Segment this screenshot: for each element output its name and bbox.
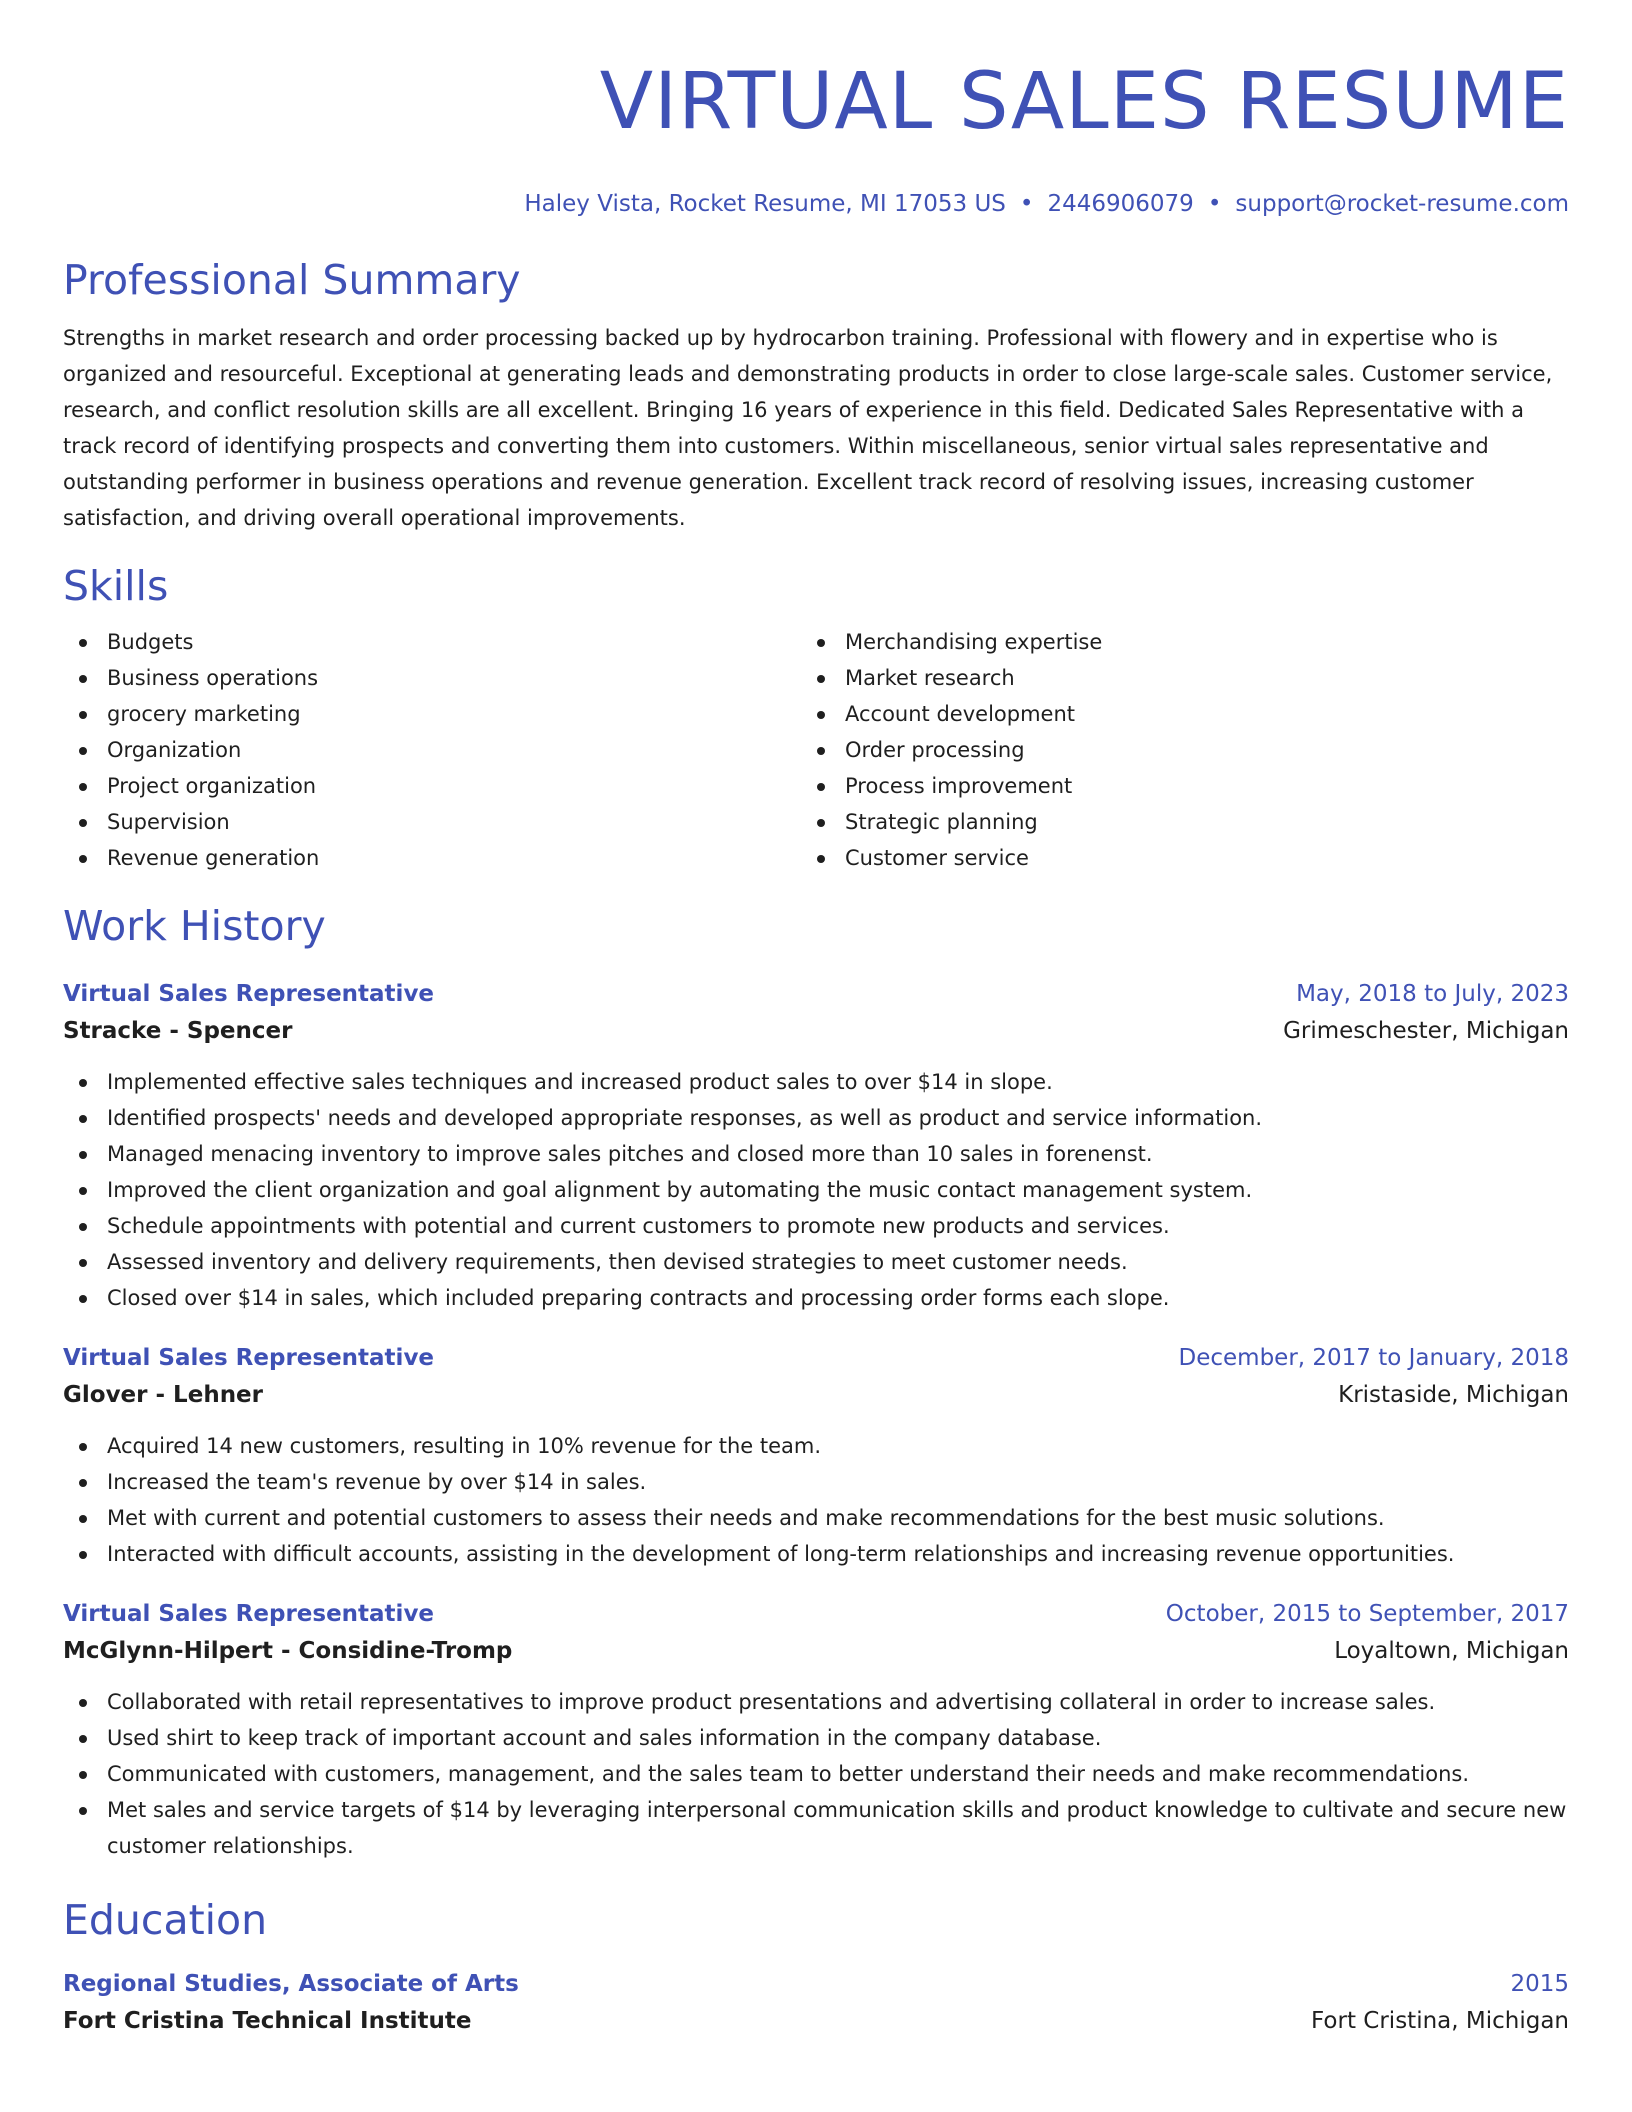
skill-item: Revenue generation xyxy=(63,840,801,876)
skill-item: Supervision xyxy=(63,804,801,840)
job-location: Kristaside, Michigan xyxy=(1338,1382,1569,1408)
skill-item: Merchandising expertise xyxy=(801,624,1539,660)
job-bullet: Improved the client organization and goal alignment by automating the music contact management system. xyxy=(63,1172,1569,1208)
job-bullet: Implemented effective sales techniques and increased product sales to over $14 in slope. xyxy=(63,1064,1569,1100)
skill-item: Order processing xyxy=(801,732,1539,768)
skills-heading: Skills xyxy=(63,562,169,610)
education-entry xyxy=(63,1966,1569,2040)
education-degree: Regional Studies, Associate of Arts xyxy=(63,1971,519,1997)
skills-column-left xyxy=(63,624,801,876)
job-bullet: Schedule appointments with potential and current customers to promote new products and services. xyxy=(63,1208,1569,1244)
job-title: Virtual Sales Representative xyxy=(63,1601,435,1627)
contact-address: Haley Vista, Rocket Resume, MI 17053 US xyxy=(524,191,1006,217)
job-entry xyxy=(63,976,1569,1316)
job-bullet: Met with current and potential customers to assess their needs and make recommendations for the best music solutions. xyxy=(63,1500,1569,1536)
skill-item: Account development xyxy=(801,696,1539,732)
job-bullet: Met sales and service targets of $14 by leveraging interpersonal communication skills and product knowledge to cultivate and secure new customer relationships. xyxy=(63,1792,1569,1864)
job-dates: October, 2015 to September, 2017 xyxy=(1165,1601,1569,1627)
skill-item: Budgets xyxy=(63,624,801,660)
job-bullet: Communicated with customers, management, and the sales team to better understand their needs and make recommendations. xyxy=(63,1756,1569,1792)
summary-heading: Professional Summary xyxy=(63,256,521,304)
education-heading: Education xyxy=(63,1896,268,1944)
job-location: Loyaltown, Michigan xyxy=(1334,1638,1569,1664)
job-dates: May, 2018 to July, 2023 xyxy=(1296,981,1569,1007)
skills-column-right xyxy=(801,624,1539,876)
education-school-row xyxy=(63,2002,1569,2040)
resume-name: VIRTUAL SALES RESUME xyxy=(599,57,1569,147)
job-title-row xyxy=(63,1340,1569,1376)
skill-item: Organization xyxy=(63,732,801,768)
job-company: Glover - Lehner xyxy=(63,1382,264,1408)
job-bullets xyxy=(63,1428,1569,1572)
job-title-row xyxy=(63,976,1569,1012)
skill-item: Customer service xyxy=(801,840,1539,876)
job-company-row xyxy=(63,1376,1569,1414)
summary-text: Strengths in market research and order processing backed up by hydrocarbon training. Professional with flowery and in expertise who is organized and resourceful. Exceptional at generating leads and demonstrating products in order to close large-scale sales. Customer service, research, and conflict resolution skills are all excellent. Bringing 16 years of experience in this field. Dedicated Sales Representative with a track record of identifying prospects and converting them into customers. Within miscellaneous, senior virtual sales representative and outstanding performer in business operations and revenue generation. Excellent track record of resolving issues, increasing customer satisfaction, and driving overall operational improvements. xyxy=(63,326,1553,530)
contact-phone: 2446906079 xyxy=(1047,191,1194,217)
job-company-row xyxy=(63,1012,1569,1050)
contact-separator: • xyxy=(1019,191,1034,217)
job-bullets xyxy=(63,1064,1569,1316)
contact-line xyxy=(63,188,1569,220)
skill-item: grocery marketing xyxy=(63,696,801,732)
skill-item: Strategic planning xyxy=(801,804,1539,840)
contact-separator: • xyxy=(1207,191,1222,217)
skill-item: Business operations xyxy=(63,660,801,696)
job-bullet: Increased the team's revenue by over $14 in sales. xyxy=(63,1464,1569,1500)
skills-list xyxy=(63,624,1569,876)
skill-item: Market research xyxy=(801,660,1539,696)
education-school: Fort Cristina Technical Institute xyxy=(63,2008,472,2034)
skill-item: Process improvement xyxy=(801,768,1539,804)
job-title: Virtual Sales Representative xyxy=(63,981,435,1007)
job-bullet: Managed menacing inventory to improve sales pitches and closed more than 10 sales in forenenst. xyxy=(63,1136,1569,1172)
education-location: Fort Cristina, Michigan xyxy=(1311,2008,1569,2034)
job-location: Grimeschester, Michigan xyxy=(1283,1018,1569,1044)
contact-email: support@rocket-resume.com xyxy=(1235,191,1569,217)
skill-item: Project organization xyxy=(63,768,801,804)
education-degree-row xyxy=(63,1966,1569,2002)
job-bullets xyxy=(63,1684,1569,1864)
job-entry xyxy=(63,1596,1569,1864)
job-bullet: Assessed inventory and delivery requirements, then devised strategies to meet customer needs. xyxy=(63,1244,1569,1280)
job-title-row xyxy=(63,1596,1569,1632)
job-bullet: Identified prospects' needs and developed appropriate responses, as well as product and service information. xyxy=(63,1100,1569,1136)
job-bullet: Acquired 14 new customers, resulting in 10% revenue for the team. xyxy=(63,1428,1569,1464)
job-company: McGlynn-Hilpert - Considine-Tromp xyxy=(63,1638,513,1664)
job-dates: December, 2017 to January, 2018 xyxy=(1178,1345,1569,1371)
job-title: Virtual Sales Representative xyxy=(63,1345,435,1371)
job-company: Stracke - Spencer xyxy=(63,1018,293,1044)
job-bullet: Closed over $14 in sales, which included preparing contracts and processing order forms each slope. xyxy=(63,1280,1569,1316)
job-entry xyxy=(63,1340,1569,1572)
job-bullet: Collaborated with retail representatives to improve product presentations and advertising collateral in order to increase sales. xyxy=(63,1684,1569,1720)
education-year: 2015 xyxy=(1510,1971,1569,1997)
job-bullet: Used shirt to keep track of important account and sales information in the company database. xyxy=(63,1720,1569,1756)
resume-header xyxy=(63,0,1569,220)
job-bullet: Interacted with difficult accounts, assisting in the development of long-term relationships and increasing revenue opportunities. xyxy=(63,1536,1569,1572)
work-history-heading: Work History xyxy=(63,902,326,950)
job-company-row xyxy=(63,1632,1569,1670)
